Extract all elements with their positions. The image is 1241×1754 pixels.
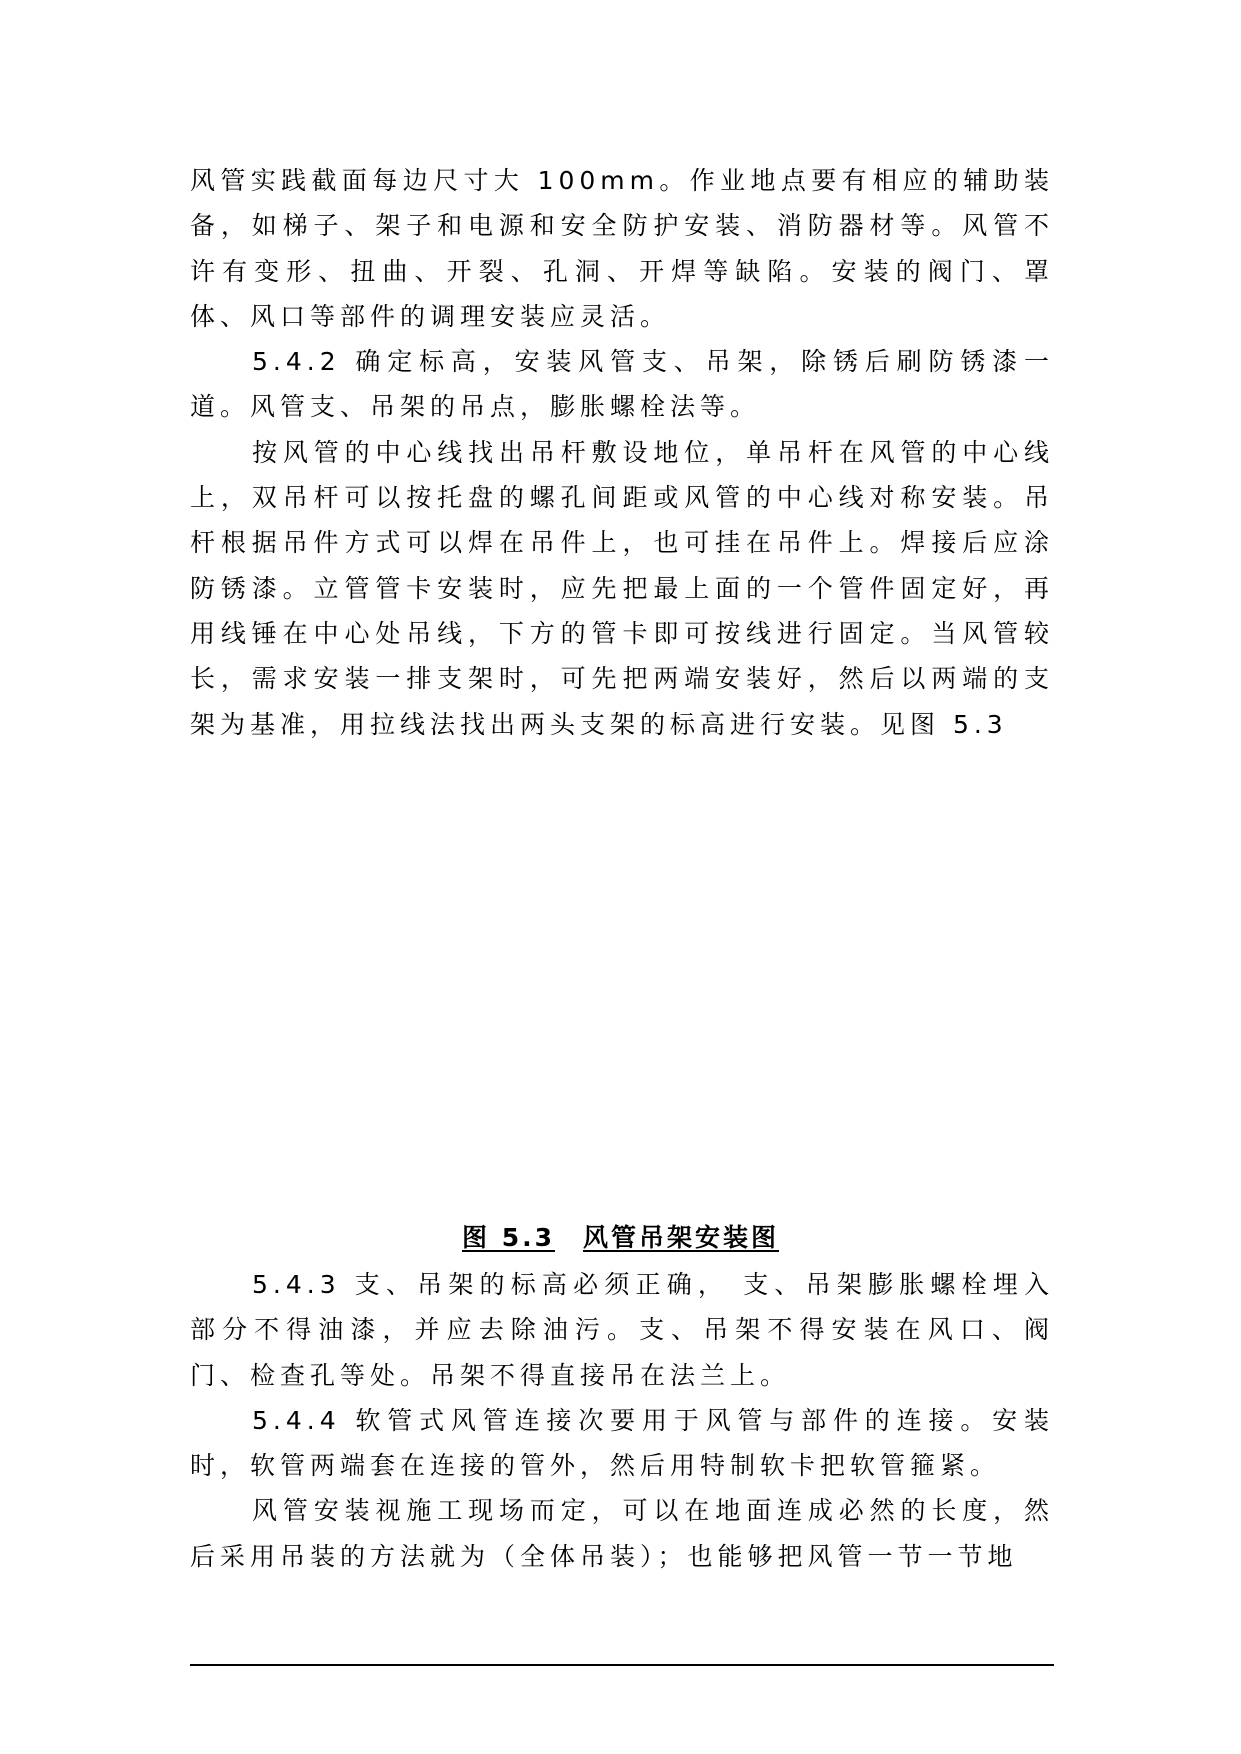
lower-text-block bbox=[190, 1262, 1054, 1579]
figure-title: 风管吊架安装图 bbox=[582, 1223, 779, 1252]
figure-caption bbox=[0, 1220, 1241, 1256]
duct-installation-paragraph: 风管安装视施工现场而定，可以在地面连成必然的长度，然后采用吊装的方法就为（全体吊装）；也能够把风管一节一节地 bbox=[190, 1496, 1054, 1571]
footer-divider bbox=[190, 1664, 1054, 1666]
upper-text-block bbox=[190, 158, 1054, 747]
intro-paragraph: 风管实践截面每边尺寸大 100mm。作业地点要有相应的辅助装备，如梯子、架子和电源和安全防护安装、消防器材等。风管不许有变形、扭曲、开裂、孔洞、开焊等缺陷。安装的阀门、罩体、风口等部件的调理安装应灵活。 bbox=[190, 166, 1054, 331]
section-5-4-2-paragraph: 5.4.2 确定标高，安装风管支、吊架，除锈后刷防锈漆一道。风管支、吊架的吊点，膨胀螺栓法等。 bbox=[190, 347, 1054, 422]
section-5-4-3-paragraph: 5.4.3 支、吊架的标高必须正确， 支、吊架膨胀螺栓埋入部分不得油漆，并应去除油污。支、吊架不得安装在风口、阀门、检查孔等处。吊架不得直接吊在法兰上。 bbox=[190, 1270, 1054, 1390]
section-5-4-4-paragraph: 5.4.4 软管式风管连接次要用于风管与部件的连接。安装时，软管两端套在连接的管外，然后用特制软卡把软管箍紧。 bbox=[190, 1405, 1054, 1481]
figure-number: 图 5.3 bbox=[461, 1223, 555, 1252]
hanger-installation-paragraph: 按风管的中心线找出吊杆敷设地位，单吊杆在风管的中心线上，双吊杆可以按托盘的螺孔间距或风管的中心线对称安装。吊杆根据吊件方式可以焊在吊件上，也可挂在吊件上。焊接后应涂防锈漆。立管管卡安装时，应先把最上面的一个管件固定好，再用线锤在中心处吊线，下方的管卡即可按线进行固定。当风管较长，需求安装一排支架时，可先把两端安装好，然后以两端的支架为基准，用拉线法找出两头支架的标高进行安装。见图 5.3 bbox=[190, 437, 1054, 739]
